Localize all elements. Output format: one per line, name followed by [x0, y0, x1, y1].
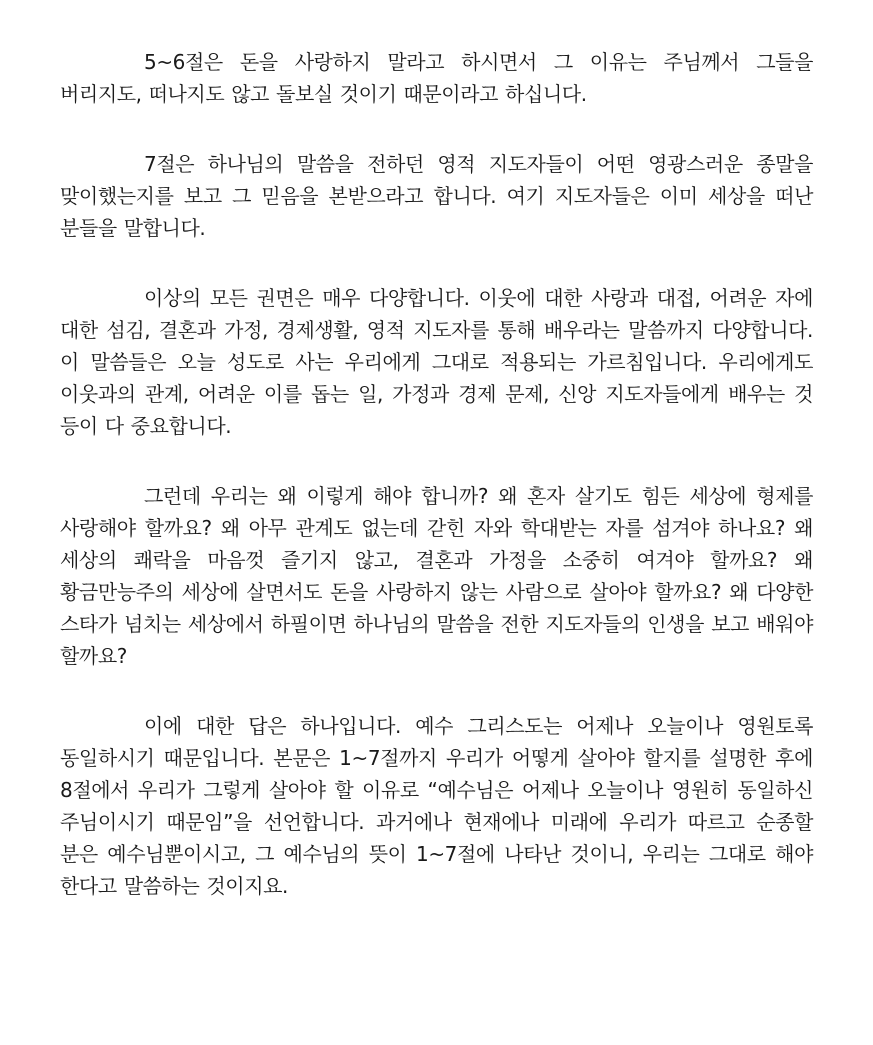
paragraph-4: 그런데 우리는 왜 이렇게 해야 합니까? 왜 혼자 살기도 힘든 세상에 형제를 사랑해야 할까요? 왜 아무 관계도 없는데 갇힌 자와 학대받는 자를 섬겨야 하나요? 왜 세상의 쾌락을 마음껏 즐기지 않고, 결혼과 가정을 소중히 여겨야 할까요? 왜 황금만능주의 세상에 살면서도 돈을 사랑하지 않는 사람으로 살아야 할까요? 왜 다양한 스타가 넘치는 세상에서 하필이면 하나님의 말씀을 전한 지도자들의 인생을 보고 배워야 할까요? — [60, 484, 813, 668]
paragraph-1: 5~6절은 돈을 사랑하지 말라고 하시면서 그 이유는 주님께서 그들을 버리지도, 떠나지도 않고 돌보실 것이기 때문이라고 하십니다. — [60, 50, 813, 106]
paragraph-2: 7절은 하나님의 말씀을 전하던 영적 지도자들이 어떤 영광스러운 종말을 맞이했는지를 보고 그 믿음을 본받으라고 합니다. 여기 지도자들은 이미 세상을 떠난 분들을 말합니다. — [60, 152, 813, 240]
document-body — [60, 46, 813, 902]
paragraph-3: 이상의 모든 권면은 매우 다양합니다. 이웃에 대한 사랑과 대접, 어려운 자에 대한 섬김, 결혼과 가정, 경제생활, 영적 지도자를 통해 배우라는 말씀까지 다양합니다. 이 말씀들은 오늘 성도로 사는 우리에게 그대로 적용되는 가르침입니다. 우리에게도 이웃과의 관계, 어려운 이를 돕는 일, 가정과 경제 문제, 신앙 지도자들에게 배우는 것 등이 다 중요합니다. — [60, 286, 813, 438]
paragraph-5: 이에 대한 답은 하나입니다. 예수 그리스도는 어제나 오늘이나 영원토록 동일하시기 때문입니다. 본문은 1~7절까지 우리가 어떻게 살아야 할지를 설명한 후에 8절에서 우리가 그렇게 살아야 할 이유로 “예수님은 어제나 오늘이나 영원히 동일하신 주님이시기 때문임”을 선언합니다. 과거에나 현재에나 미래에 우리가 따르고 순종할 분은 예수님뿐이시고, 그 예수님의 뜻이 1~7절에 나타난 것이니, 우리는 그대로 해야 한다고 말씀하는 것이지요. — [60, 714, 813, 898]
